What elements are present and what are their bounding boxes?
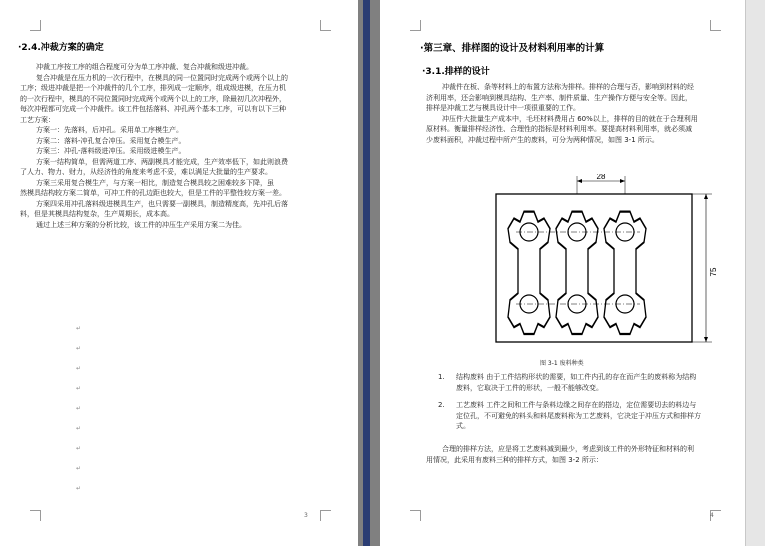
text-line: 的一次行程中，模具的不同位置同时完成两个或两个以上的工序，除最初几次冲程外， <box>20 94 286 103</box>
paragraph-mark: ↵ <box>76 345 82 352</box>
paragraph-mark: ↵ <box>76 465 82 472</box>
paragraph-closing <box>426 444 726 465</box>
text-line: 冲压件大批量生产成本中，毛坯材料费用占 60%以上，排样的目的就在于合理利用 <box>442 114 698 123</box>
text-line: 定位孔，不可避免的料头和料尾废料称为工艺废料，它决定于冲压方式和排样方 <box>456 411 701 420</box>
document-page-right <box>380 0 746 546</box>
paragraph-mark: ↵ <box>76 485 82 492</box>
chapter-heading: ·第三章、排样图的设计及材料利用率的计算 <box>420 43 605 54</box>
paragraph-mark: ↵ <box>76 425 82 432</box>
margin-corner-mark <box>320 20 331 31</box>
margin-corner-mark <box>410 510 421 521</box>
text-line: 了人力、物力、财力，从经济性的角度来考虑不妥，难以满足大批量的生产要求。 <box>20 168 272 176</box>
strip-outline <box>496 194 692 342</box>
text-line: 工艺废料 工件之间和工件与条料边缘之间存在的搭边，定位需要切去的料边与 <box>456 401 697 409</box>
text-line: 少废料面积，冲裁过程中所产生的废料，可分为两种情况，如图 3-1 所示。 <box>426 135 659 144</box>
paragraph-intro <box>426 82 726 145</box>
paragraph-mark: ↵ <box>76 405 82 412</box>
text-line: 方案二：落料-冲孔复合冲压。采用复合模生产。 <box>36 136 186 145</box>
vertical-scrollbar[interactable] <box>745 0 765 546</box>
text-line: 通过上述三种方案的分析比较，该工件的冲压生产采用方案二为佳。 <box>36 220 246 229</box>
paragraph-mark: ↵ <box>76 385 82 392</box>
text-line: 工艺方案： <box>20 115 55 124</box>
text-line: 合理的排样方法，应是将工艺废料减到最少，考虑到该工件的外形特征和材料的利 <box>442 445 694 453</box>
text-line: 原材料。衡量排样经济性、合理性的指标是材料利用率。要提高材料利用率，就必须减 <box>426 125 692 133</box>
text-line: 济利用率，还会影响到模具结构、生产率、制件质量、生产操作方便与安全等。因此， <box>426 93 692 102</box>
text-line: 冲裁工序按工序的组合程度可分为单工序冲裁、复合冲裁和级进冲裁。 <box>36 63 253 71</box>
section-heading: ·2.4.冲裁方案的确定 <box>18 43 104 53</box>
paragraph-mark: ↵ <box>76 365 82 372</box>
page-number: 4 <box>710 512 714 519</box>
text-line: 然模具结构较方案二简单，可冲工件的孔边距也较大，但是工件的平整性较方案一差。 <box>20 189 286 197</box>
text-line: 排样是冲裁工艺与模具设计中一项很重要的工作。 <box>426 104 580 112</box>
text-line: 用情况，此采用有废料三种的排样方式，如图 3-2 所示： <box>426 455 603 464</box>
margin-corner-mark <box>30 20 41 31</box>
text-line: 料，但是其模具结构复杂，生产周期长，成本高。 <box>20 210 174 218</box>
width-dimension-label: 75 <box>709 267 718 277</box>
margin-corner-mark <box>30 510 41 521</box>
paragraph-intro <box>20 62 340 230</box>
text-line: 废料，它取决于工件的形状，一般不能够改变。 <box>456 383 603 392</box>
section-heading: ·3.1.排样的设计 <box>422 67 490 77</box>
text-line: 方案一结构简单，但需两道工序、两副模具才能完成，生产效率低下，如此则浪费 <box>36 157 288 166</box>
document-page-left <box>0 0 358 546</box>
part-outline <box>508 212 550 334</box>
text-line: 冲裁件在板、条等材料上的布置方法称为排样。排样的合理与否，影响到材料的经 <box>442 83 694 91</box>
text-line: 复合冲裁是在压力机的一次行程中，在模具的同一位置同时完成两个或两个以上的 <box>36 73 288 82</box>
text-line: 方案三采用复合模生产，与方案一相比，制造复合模具较之困难较多下降，虽 <box>36 178 274 187</box>
text-line: 每次冲程都可完成一个冲裁件。该工件包括落料、冲孔两个基本工序，可以有以下三种 <box>20 105 286 113</box>
page-number: 3 <box>304 512 308 519</box>
part-outline <box>604 212 646 334</box>
text-line: 结构废料 由于工件结构形状的需要，如工件内孔的存在而产生的废料称为结构 <box>456 373 697 381</box>
paragraph-mark: ↵ <box>76 445 82 452</box>
margin-corner-mark <box>710 20 721 31</box>
list-item <box>438 372 728 393</box>
margin-corner-mark <box>320 510 331 521</box>
pitch-dimension-label: 28 <box>596 174 606 181</box>
paragraph-mark: ↵ <box>76 325 82 332</box>
text-line: 方案三：冲孔-落料级进冲压。采用级进模生产。 <box>36 147 186 155</box>
list-item <box>438 400 728 432</box>
text-line: 方案一：先落料，后冲孔。采用单工序模生产。 <box>36 126 183 134</box>
text-line: 方案四采用冲孔落料级进模具生产，也只需要一副模具，制造精度高，先冲孔后落 <box>36 199 288 208</box>
figure-caption: 图 3-1 废料种类 <box>540 360 584 367</box>
part-outline <box>556 212 598 334</box>
nesting-layout-drawing <box>480 174 720 354</box>
text-line: 式。 <box>456 422 470 430</box>
margin-corner-mark <box>410 20 421 31</box>
list-number: 2. <box>438 401 445 409</box>
text-line: 工序；级进冲裁是把一个冲裁件的几个工序，排列成一定顺序，组成级进模，在压力机 <box>20 84 286 92</box>
list-number: 1. <box>438 373 445 381</box>
page-divider <box>363 0 370 546</box>
